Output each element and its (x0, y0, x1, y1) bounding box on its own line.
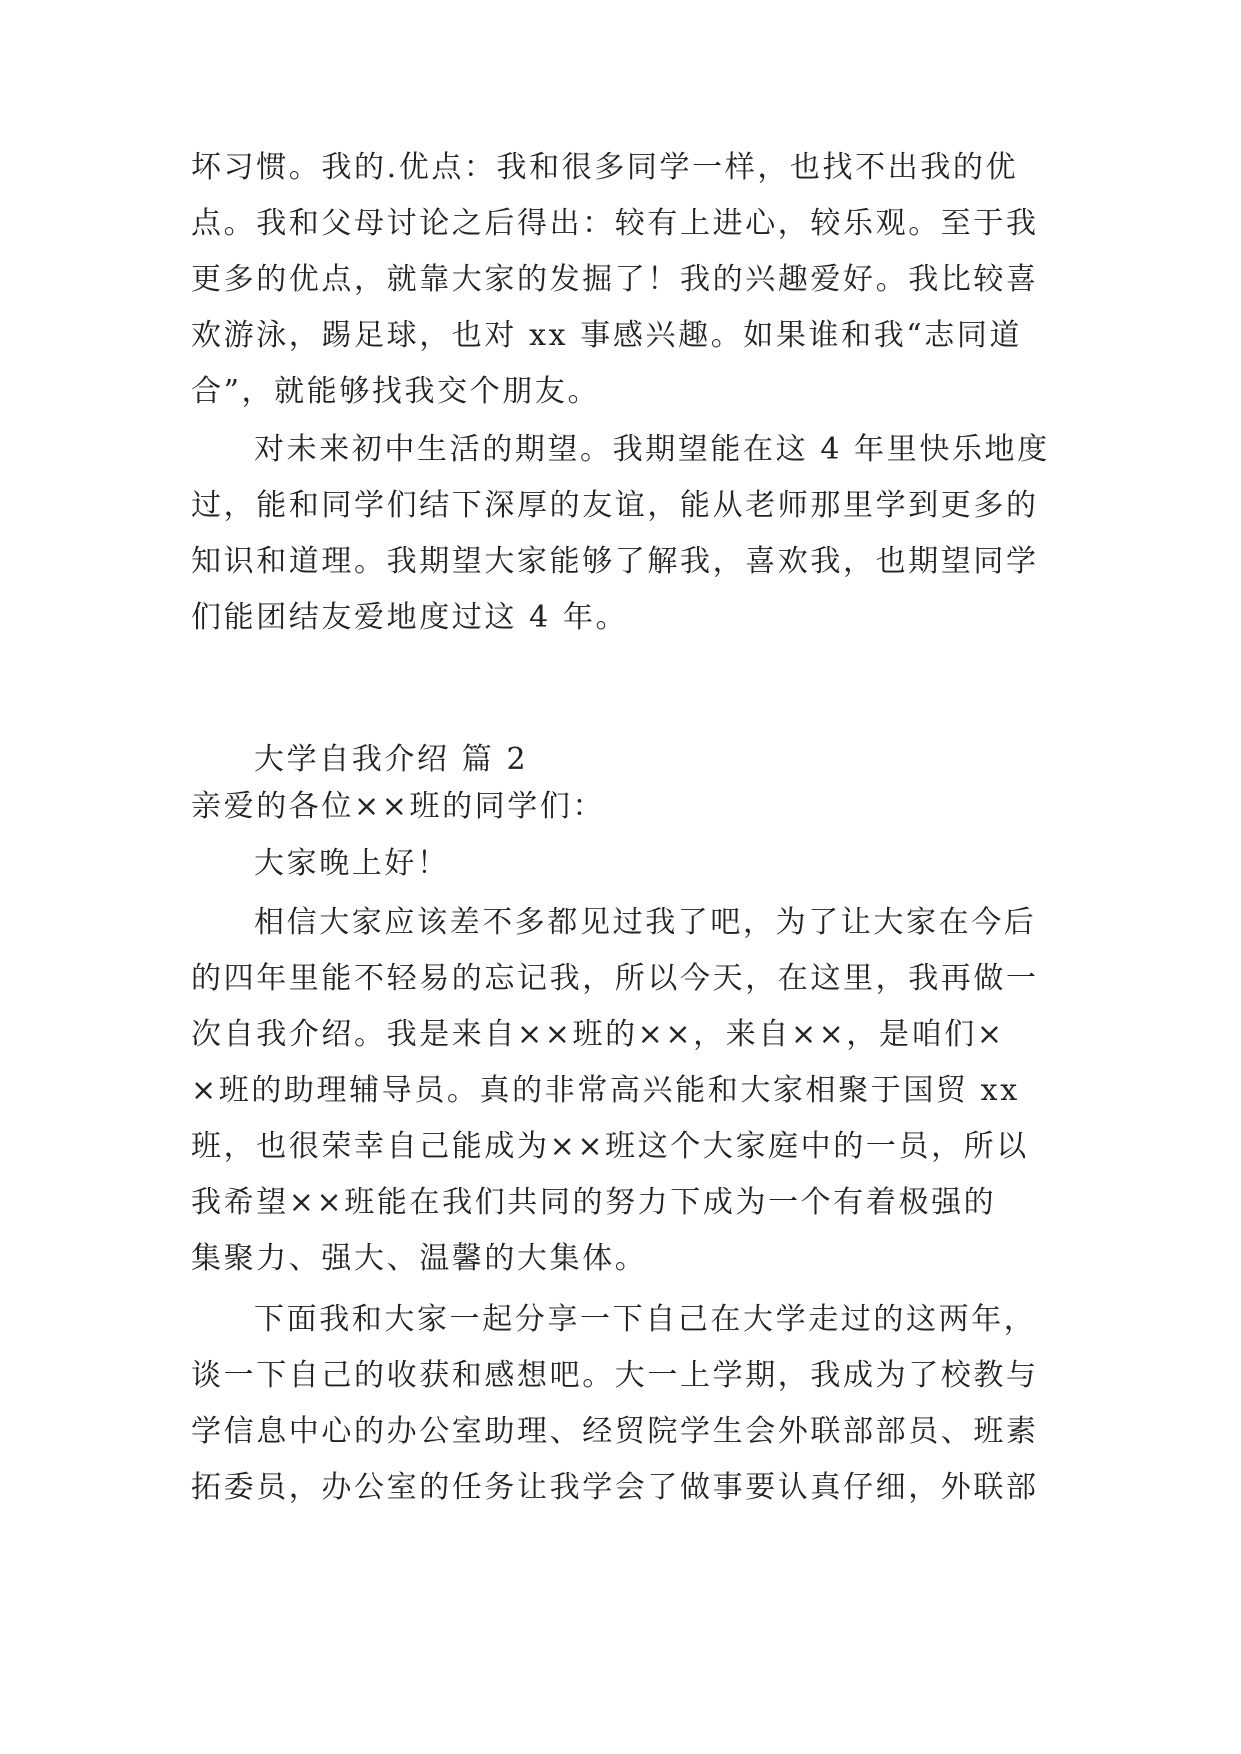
text-line: 的四年里能不轻易的忘记我，所以今天，在这里，我再做一 (191, 961, 1039, 996)
text-line: 集聚力、强大、温馨的大集体。 (191, 1241, 648, 1276)
greeting (191, 836, 1051, 892)
text-line: 学信息中心的办公室助理、经贸院学生会外联部部员、班素 (191, 1414, 1039, 1449)
text-line: 谈一下自己的收获和感想吧。大一上学期，我成为了校教与 (191, 1358, 1039, 1393)
paragraph-introduction (191, 895, 1051, 1287)
greeting-line: 大家晚上好！ (254, 846, 450, 881)
text-line: 拓委员，办公室的任务让我学会了做事要认真仔细，外联部 (191, 1470, 1039, 1505)
text-line: 班，也很荣幸自己能成为××班这个大家庭中的一员，所以 (191, 1129, 1029, 1164)
article-heading: 大学自我介绍 篇 2 (254, 742, 529, 777)
text-line: 次自我介绍。我是来自××班的××，来自××，是咱们× (191, 1017, 1005, 1052)
section-heading (191, 735, 1051, 785)
text-line: 下面我和大家一起分享一下自己在大学走过的这两年， (254, 1302, 1037, 1337)
salutation-line: 亲爱的各位××班的同学们： (191, 789, 606, 824)
paragraph-experiences (191, 1292, 1051, 1516)
text-line: ×班的助理辅导员。真的非常高兴能和大家相聚于国贸 xx (191, 1073, 1020, 1108)
text-line: 我希望××班能在我们共同的努力下成为一个有着极强的 (191, 1185, 997, 1220)
text-line: 合”，就能够找我交个朋友。 (191, 374, 601, 409)
text-line: 坏习惯。我的.优点：我和很多同学一样，也找不出我的优 (191, 150, 1019, 185)
paragraph-habits-strengths (191, 140, 1051, 420)
text-line: 过，能和同学们结下深厚的友谊，能从老师那里学到更多的 (191, 488, 1039, 523)
text-line: 更多的优点，就靠大家的发掘了！我的兴趣爱好。我比较喜 (191, 262, 1039, 297)
text-line: 对未来初中生活的期望。我期望能在这 4 年里快乐地度 (254, 432, 1050, 467)
text-line: 相信大家应该差不多都见过我了吧，为了让大家在今后 (254, 905, 1037, 940)
text-line: 知识和道理。我期望大家能够了解我，喜欢我，也期望同学 (191, 544, 1039, 579)
text-line: 欢游泳，踢足球，也对 xx 事感兴趣。如果谁和我“志同道 (191, 318, 1023, 353)
salutation (191, 782, 1051, 832)
paragraph-expectations (191, 422, 1051, 646)
text-line: 点。我和父母讨论之后得出：较有上进心，较乐观。至于我 (191, 206, 1039, 241)
text-line: 们能团结友爱地度过这 4 年。 (191, 600, 629, 635)
